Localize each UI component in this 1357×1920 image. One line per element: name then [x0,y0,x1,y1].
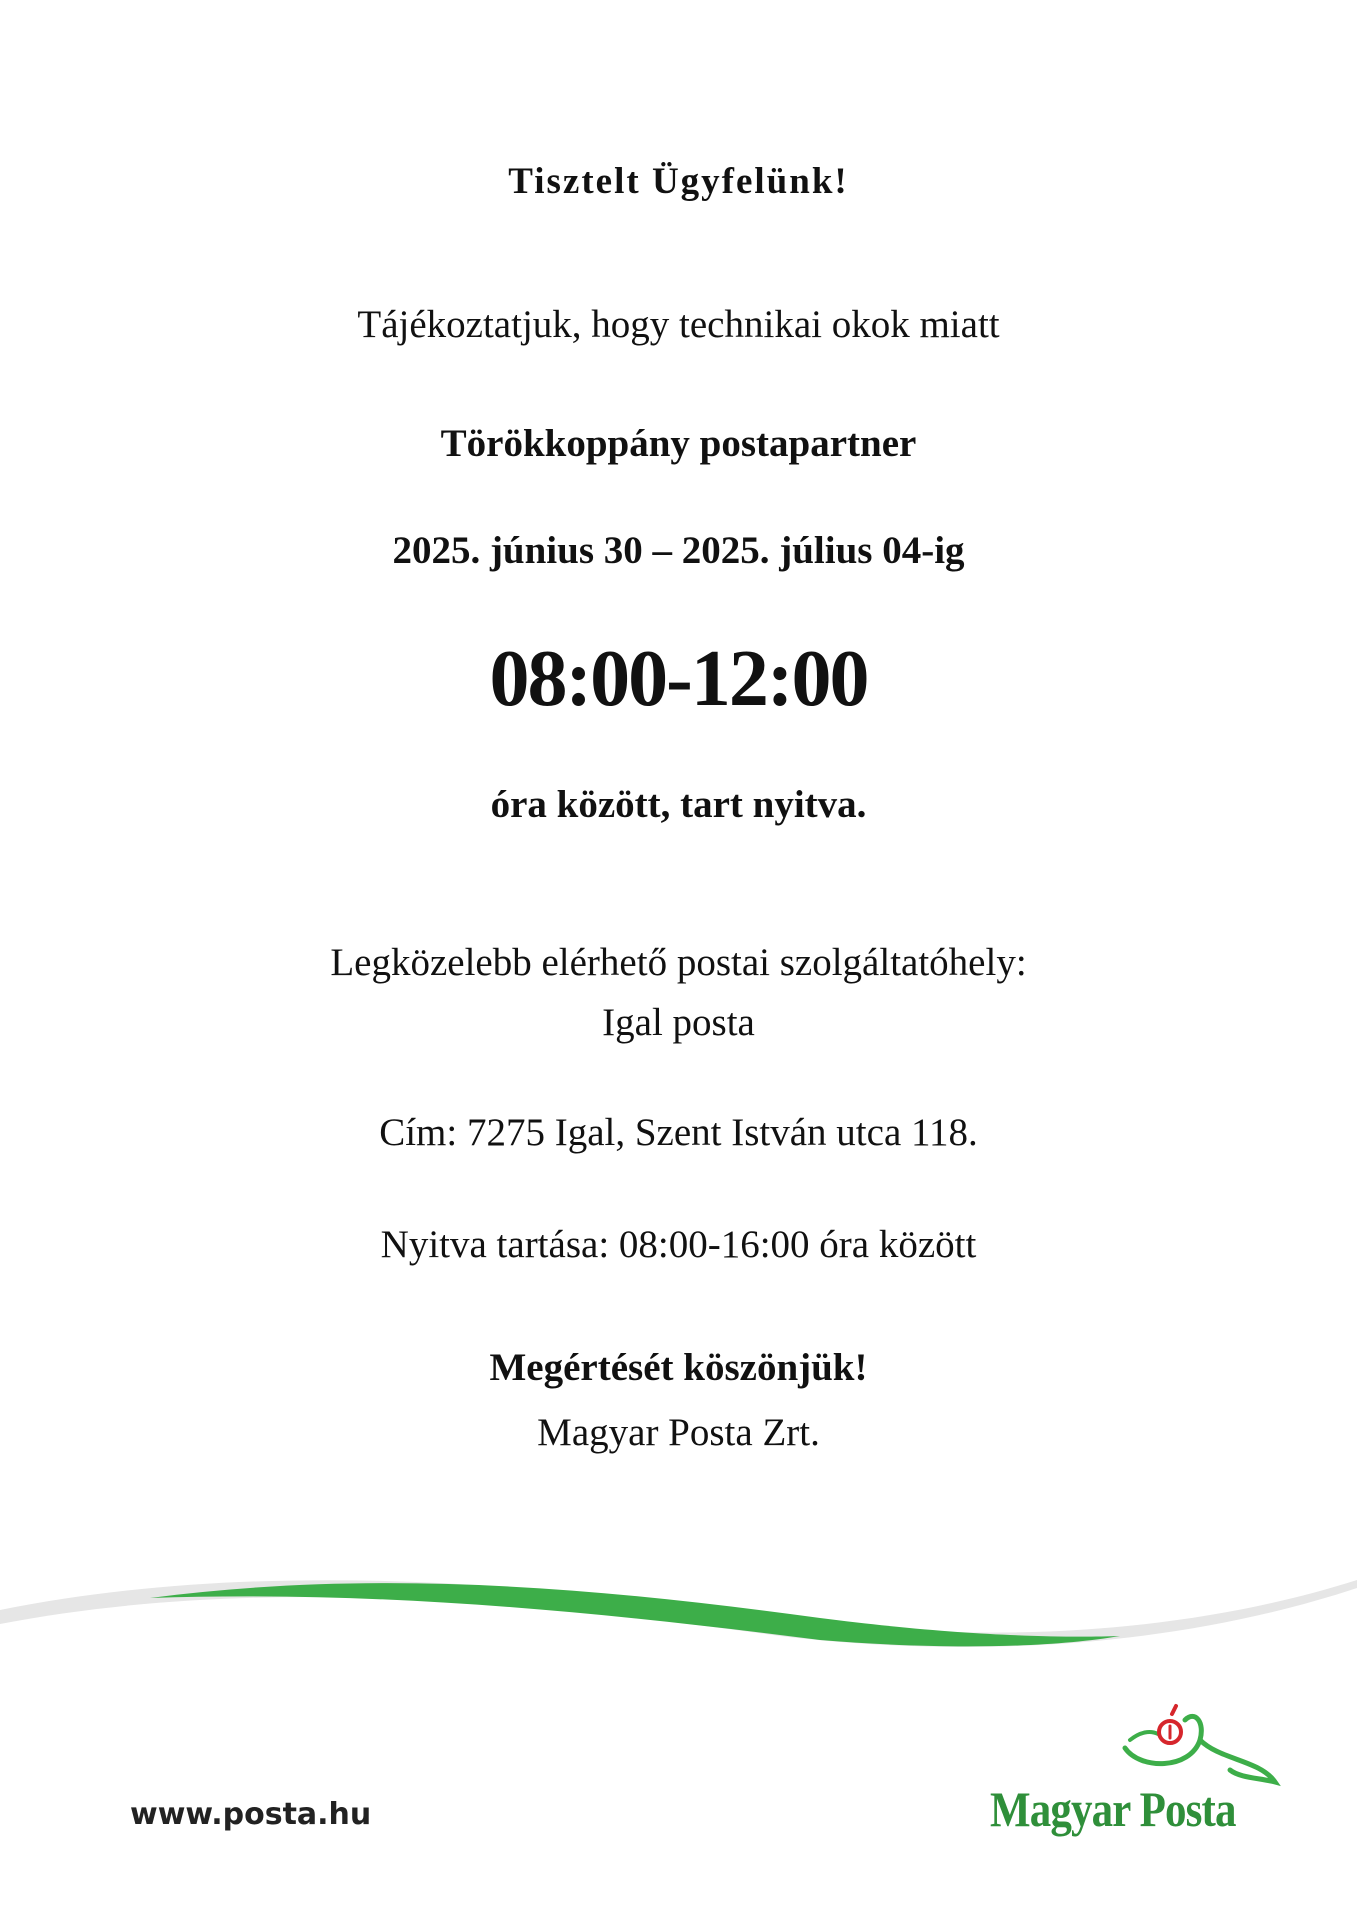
postal-partner-name: Törökkoppány postapartner [440,422,917,465]
date-range: 2025. június 30 – 2025. július 04-ig [392,529,965,572]
logo-text: Magyar Posta [990,1781,1236,1837]
opening-hours-caption: óra között, tart nyitva. [490,783,867,826]
greeting-heading: Tisztelt Ügyfelünk! [508,161,849,202]
decorative-wave [0,1540,1357,1680]
nearest-location-address: Cím: 7275 Igal, Szent István utca 118. [379,1111,978,1154]
intro-text: Tájékoztatjuk, hogy technikai okok miatt [357,303,1000,346]
nearest-location-name: Igal posta [602,1001,755,1044]
signature: Magyar Posta Zrt. [537,1411,820,1454]
nearest-location-hours: Nyitva tartása: 08:00-16:00 óra között [380,1223,977,1266]
website-link[interactable]: www.posta.hu [130,1797,372,1832]
nearest-location-label: Legközelebb elérhető postai szolgáltatóhely: [330,941,1027,984]
magyar-posta-logo [990,1700,1290,1850]
opening-hours: 08:00-12:00 [489,635,868,723]
post-horn-icon [990,1700,1290,1790]
thanks-text: Megértését köszönjük! [489,1346,868,1389]
